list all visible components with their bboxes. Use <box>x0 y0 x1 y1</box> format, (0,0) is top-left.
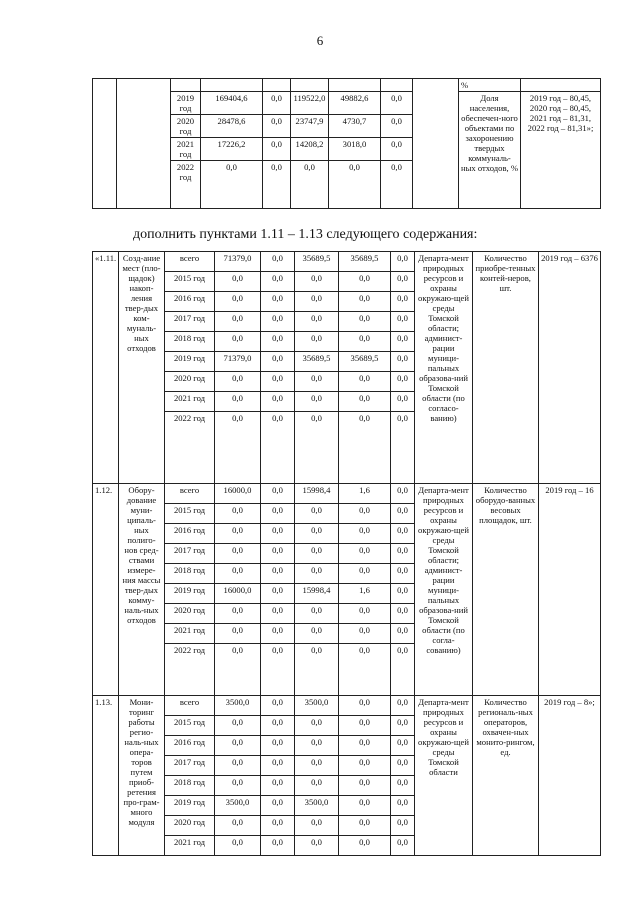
table-row <box>93 696 601 716</box>
value-cell: 0,0 <box>391 564 415 584</box>
value-cell: 0,0 <box>295 816 339 836</box>
target-cell: 2019 год – 8»; <box>539 696 601 856</box>
year-cell: 2018 год <box>165 564 215 584</box>
value-cell: 0,0 <box>261 312 295 332</box>
value-cell: 0,0 <box>201 161 263 209</box>
year-cell: 2022 год <box>165 412 215 484</box>
value-cell: 0,0 <box>261 544 295 564</box>
value-cell: 0,0 <box>339 644 391 696</box>
value-cell: 0,0 <box>215 372 261 392</box>
value-cell: 0,0 <box>261 292 295 312</box>
percent-cell: % <box>459 79 521 92</box>
value-cell: 0,0 <box>339 524 391 544</box>
empty-cell <box>381 79 413 92</box>
executor-cell: Департа-мент природных ресурсов и охраны окружаю-щей среды Томской области; админист-рации муници-пальных образова-ний Томской области (по согла-сованию) <box>415 484 473 696</box>
value-cell: 0,0 <box>339 716 391 736</box>
value-cell: 0,0 <box>261 272 295 292</box>
year-cell: 2021 год <box>165 624 215 644</box>
empty-cell <box>291 79 329 92</box>
value-cell: 49882,6 <box>329 92 381 115</box>
value-cell: 0,0 <box>215 736 261 756</box>
empty-cell <box>171 79 201 92</box>
value-cell: 0,0 <box>329 161 381 209</box>
value-cell: 0,0 <box>391 252 415 272</box>
table-row <box>93 252 601 272</box>
table-row <box>93 484 601 504</box>
value-cell: 0,0 <box>381 161 413 209</box>
item-number-cell: «1.11. <box>93 252 119 484</box>
year-cell: всего <box>165 696 215 716</box>
value-cell: 0,0 <box>391 504 415 524</box>
year-cell: 2021 год <box>165 392 215 412</box>
value-cell: 0,0 <box>261 252 295 272</box>
value-cell: 0,0 <box>295 564 339 584</box>
value-cell: 0,0 <box>215 836 261 856</box>
measure-name-cell: Обору-дование муни-ципаль-ных полиго-нов сред-ствами измере-ния массы твер-дых комму-наль-ных отходов <box>119 484 165 696</box>
value-cell: 0,0 <box>339 312 391 332</box>
value-cell: 0,0 <box>215 504 261 524</box>
value-cell: 0,0 <box>295 292 339 312</box>
value-cell: 0,0 <box>215 756 261 776</box>
value-cell: 0,0 <box>295 524 339 544</box>
year-cell: 2015 год <box>165 272 215 292</box>
value-cell: 0,0 <box>339 412 391 484</box>
value-cell: 0,0 <box>215 564 261 584</box>
measure-name-cell: Созд-ание мест (пло-щадок) накоп-ления твер-дых ком-муналь-ных отходов <box>119 252 165 484</box>
year-cell: 2020 год <box>165 816 215 836</box>
value-cell: 71379,0 <box>215 352 261 372</box>
value-cell: 0,0 <box>215 412 261 484</box>
value-cell: 0,0 <box>263 138 291 161</box>
value-cell: 0,0 <box>391 544 415 564</box>
value-cell: 0,0 <box>295 372 339 392</box>
value-cell: 1,6 <box>339 484 391 504</box>
value-cell: 0,0 <box>261 332 295 352</box>
value-cell: 0,0 <box>215 272 261 292</box>
value-cell: 0,0 <box>215 816 261 836</box>
indicator-cell: Количество приобре-тенных контей-неров, шт. <box>473 252 539 484</box>
empty-cell <box>93 79 117 209</box>
value-cell: 3018,0 <box>329 138 381 161</box>
value-cell: 0,0 <box>391 392 415 412</box>
value-cell: 0,0 <box>215 332 261 352</box>
value-cell: 0,0 <box>391 776 415 796</box>
value-cell: 14208,2 <box>291 138 329 161</box>
value-cell: 0,0 <box>391 372 415 392</box>
value-cell: 0,0 <box>295 736 339 756</box>
value-cell: 3500,0 <box>215 796 261 816</box>
value-cell: 0,0 <box>391 624 415 644</box>
value-cell: 0,0 <box>215 392 261 412</box>
value-cell: 0,0 <box>339 392 391 412</box>
year-cell: 2021 год <box>165 836 215 856</box>
value-cell: 0,0 <box>391 352 415 372</box>
value-cell: 0,0 <box>263 92 291 115</box>
value-cell: 0,0 <box>295 312 339 332</box>
value-cell: 0,0 <box>391 736 415 756</box>
top-continuation-table <box>92 78 601 209</box>
value-cell: 119522,0 <box>291 92 329 115</box>
value-cell: 169404,6 <box>201 92 263 115</box>
measures-table <box>92 251 601 856</box>
value-cell: 0,0 <box>295 756 339 776</box>
value-cell: 0,0 <box>215 604 261 624</box>
year-cell: 2020 год <box>165 372 215 392</box>
year-cell: 2018 год <box>165 776 215 796</box>
value-cell: 0,0 <box>261 604 295 624</box>
value-cell: 0,0 <box>261 716 295 736</box>
empty-cell <box>263 79 291 92</box>
year-cell: 2020 год <box>171 115 201 138</box>
value-cell: 0,0 <box>391 584 415 604</box>
value-cell: 0,0 <box>261 524 295 544</box>
year-cell: 2019 год <box>165 584 215 604</box>
value-cell: 0,0 <box>215 776 261 796</box>
value-cell: 0,0 <box>215 292 261 312</box>
value-cell: 3500,0 <box>215 696 261 716</box>
value-cell: 0,0 <box>295 392 339 412</box>
year-cell: 2015 год <box>165 716 215 736</box>
value-cell: 0,0 <box>261 412 295 484</box>
value-cell: 0,0 <box>339 796 391 816</box>
value-cell: 0,0 <box>261 484 295 504</box>
value-cell: 0,0 <box>391 644 415 696</box>
empty-cell <box>201 79 263 92</box>
value-cell: 0,0 <box>261 584 295 604</box>
value-cell: 0,0 <box>261 564 295 584</box>
indicator-cell: Количество региональ-ных операторов, охвачен-ных монито-рингом, ед. <box>473 696 539 856</box>
value-cell: 0,0 <box>295 644 339 696</box>
value-cell: 0,0 <box>295 604 339 624</box>
value-cell: 0,0 <box>391 796 415 816</box>
value-cell: 0,0 <box>339 504 391 524</box>
year-cell: всего <box>165 252 215 272</box>
value-cell: 0,0 <box>261 776 295 796</box>
executor-cell: Департа-мент природных ресурсов и охраны окружаю-щей среды Томской области; админист-рации муници-пальных образова-ний Томской области (по согласо-ванию) <box>415 252 473 484</box>
value-cell: 0,0 <box>381 115 413 138</box>
value-cell: 0,0 <box>391 696 415 716</box>
year-cell: 2016 год <box>165 736 215 756</box>
year-cell: 2017 год <box>165 544 215 564</box>
value-cell: 0,0 <box>295 776 339 796</box>
value-cell: 0,0 <box>391 524 415 544</box>
value-cell: 16000,0 <box>215 584 261 604</box>
value-cell: 35689,5 <box>339 252 391 272</box>
value-cell: 3500,0 <box>295 696 339 716</box>
value-cell: 0,0 <box>261 756 295 776</box>
value-cell: 3500,0 <box>295 796 339 816</box>
value-cell: 0,0 <box>391 716 415 736</box>
empty-cell <box>413 79 459 209</box>
value-cell: 0,0 <box>261 796 295 816</box>
value-cell: 0,0 <box>215 312 261 332</box>
year-cell: 2015 год <box>165 504 215 524</box>
year-cell: всего <box>165 484 215 504</box>
value-cell: 0,0 <box>261 624 295 644</box>
value-cell: 35689,5 <box>295 352 339 372</box>
value-cell: 0,0 <box>295 624 339 644</box>
year-cell: 2020 год <box>165 604 215 624</box>
value-cell: 0,0 <box>295 504 339 524</box>
value-cell: 0,0 <box>261 816 295 836</box>
value-cell: 23747,9 <box>291 115 329 138</box>
value-cell: 0,0 <box>391 412 415 484</box>
year-cell: 2018 год <box>165 332 215 352</box>
value-cell: 0,0 <box>261 372 295 392</box>
target-cell: 2019 год – 6376 <box>539 252 601 484</box>
value-cell: 0,0 <box>215 524 261 544</box>
indicator-cell: Количество оборудо-ванных весовых площадок, шт. <box>473 484 539 696</box>
value-cell: 0,0 <box>391 756 415 776</box>
value-cell: 0,0 <box>215 624 261 644</box>
value-cell: 28478,6 <box>201 115 263 138</box>
target-cell: 2019 год – 80,45, 2020 год – 80,45, 2021 год – 81,31, 2022 год – 81,31»; <box>521 92 601 209</box>
value-cell: 0,0 <box>339 776 391 796</box>
value-cell: 17226,2 <box>201 138 263 161</box>
value-cell: 0,0 <box>291 161 329 209</box>
value-cell: 16000,0 <box>215 484 261 504</box>
value-cell: 0,0 <box>261 644 295 696</box>
page-number: 6 <box>316 33 324 48</box>
value-cell: 35689,5 <box>339 352 391 372</box>
year-cell: 2022 год <box>171 161 201 209</box>
value-cell: 0,0 <box>263 115 291 138</box>
value-cell: 0,0 <box>339 816 391 836</box>
value-cell: 0,0 <box>339 604 391 624</box>
year-cell: 2019 год <box>165 352 215 372</box>
value-cell: 15998,4 <box>295 584 339 604</box>
value-cell: 0,0 <box>215 644 261 696</box>
value-cell: 0,0 <box>391 604 415 624</box>
value-cell: 0,0 <box>295 412 339 484</box>
value-cell: 0,0 <box>261 736 295 756</box>
year-cell: 2016 год <box>165 524 215 544</box>
year-cell: 2022 год <box>165 644 215 696</box>
value-cell: 4730,7 <box>329 115 381 138</box>
year-cell: 2017 год <box>165 756 215 776</box>
value-cell: 0,0 <box>339 736 391 756</box>
value-cell: 0,0 <box>339 624 391 644</box>
year-cell: 2017 год <box>165 312 215 332</box>
value-cell: 0,0 <box>391 816 415 836</box>
value-cell: 0,0 <box>391 312 415 332</box>
empty-cell <box>521 79 601 92</box>
value-cell: 0,0 <box>339 372 391 392</box>
value-cell: 0,0 <box>295 332 339 352</box>
value-cell: 0,0 <box>261 504 295 524</box>
value-cell: 0,0 <box>339 756 391 776</box>
value-cell: 0,0 <box>339 272 391 292</box>
value-cell: 0,0 <box>295 716 339 736</box>
value-cell: 0,0 <box>391 484 415 504</box>
value-cell: 0,0 <box>261 392 295 412</box>
value-cell: 0,0 <box>261 352 295 372</box>
value-cell: 0,0 <box>261 696 295 716</box>
value-cell: 0,0 <box>261 836 295 856</box>
value-cell: 0,0 <box>391 292 415 312</box>
measure-name-cell: Мони-торинг работы регио-наль-ных опера-торов путем приоб-ретения про-грам-много модуля <box>119 696 165 856</box>
value-cell: 0,0 <box>391 332 415 352</box>
value-cell: 0,0 <box>339 696 391 716</box>
amendment-intro-text: дополнить пунктами 1.11 – 1.13 следующего содержания: <box>133 227 478 242</box>
value-cell: 0,0 <box>339 332 391 352</box>
value-cell: 0,0 <box>295 836 339 856</box>
year-cell: 2016 год <box>165 292 215 312</box>
value-cell: 0,0 <box>263 161 291 209</box>
value-cell: 0,0 <box>381 138 413 161</box>
executor-cell: Департа-мент природных ресурсов и охраны окружаю-щей среды Томской области <box>415 696 473 856</box>
year-cell: 2019 год <box>171 92 201 115</box>
value-cell: 0,0 <box>391 272 415 292</box>
value-cell: 0,0 <box>339 544 391 564</box>
value-cell: 0,0 <box>339 836 391 856</box>
value-cell: 0,0 <box>391 836 415 856</box>
value-cell: 35689,5 <box>295 252 339 272</box>
value-cell: 0,0 <box>339 564 391 584</box>
value-cell: 0,0 <box>339 292 391 312</box>
item-number-cell: 1.12. <box>93 484 119 696</box>
table-row <box>93 79 601 92</box>
year-cell: 2019 год <box>165 796 215 816</box>
value-cell: 1,6 <box>339 584 391 604</box>
value-cell: 15998,4 <box>295 484 339 504</box>
value-cell: 0,0 <box>295 272 339 292</box>
target-cell: 2019 год – 16 <box>539 484 601 696</box>
value-cell: 0,0 <box>215 544 261 564</box>
value-cell: 71379,0 <box>215 252 261 272</box>
value-cell: 0,0 <box>381 92 413 115</box>
indicator-cell: Доля населения, обеспечен-ного объектами по захоронению твердых коммуналь-ных отходов, % <box>459 92 521 209</box>
empty-cell <box>329 79 381 92</box>
value-cell: 0,0 <box>295 544 339 564</box>
year-cell: 2021 год <box>171 138 201 161</box>
empty-cell <box>117 79 171 209</box>
value-cell: 0,0 <box>215 716 261 736</box>
item-number-cell: 1.13. <box>93 696 119 856</box>
